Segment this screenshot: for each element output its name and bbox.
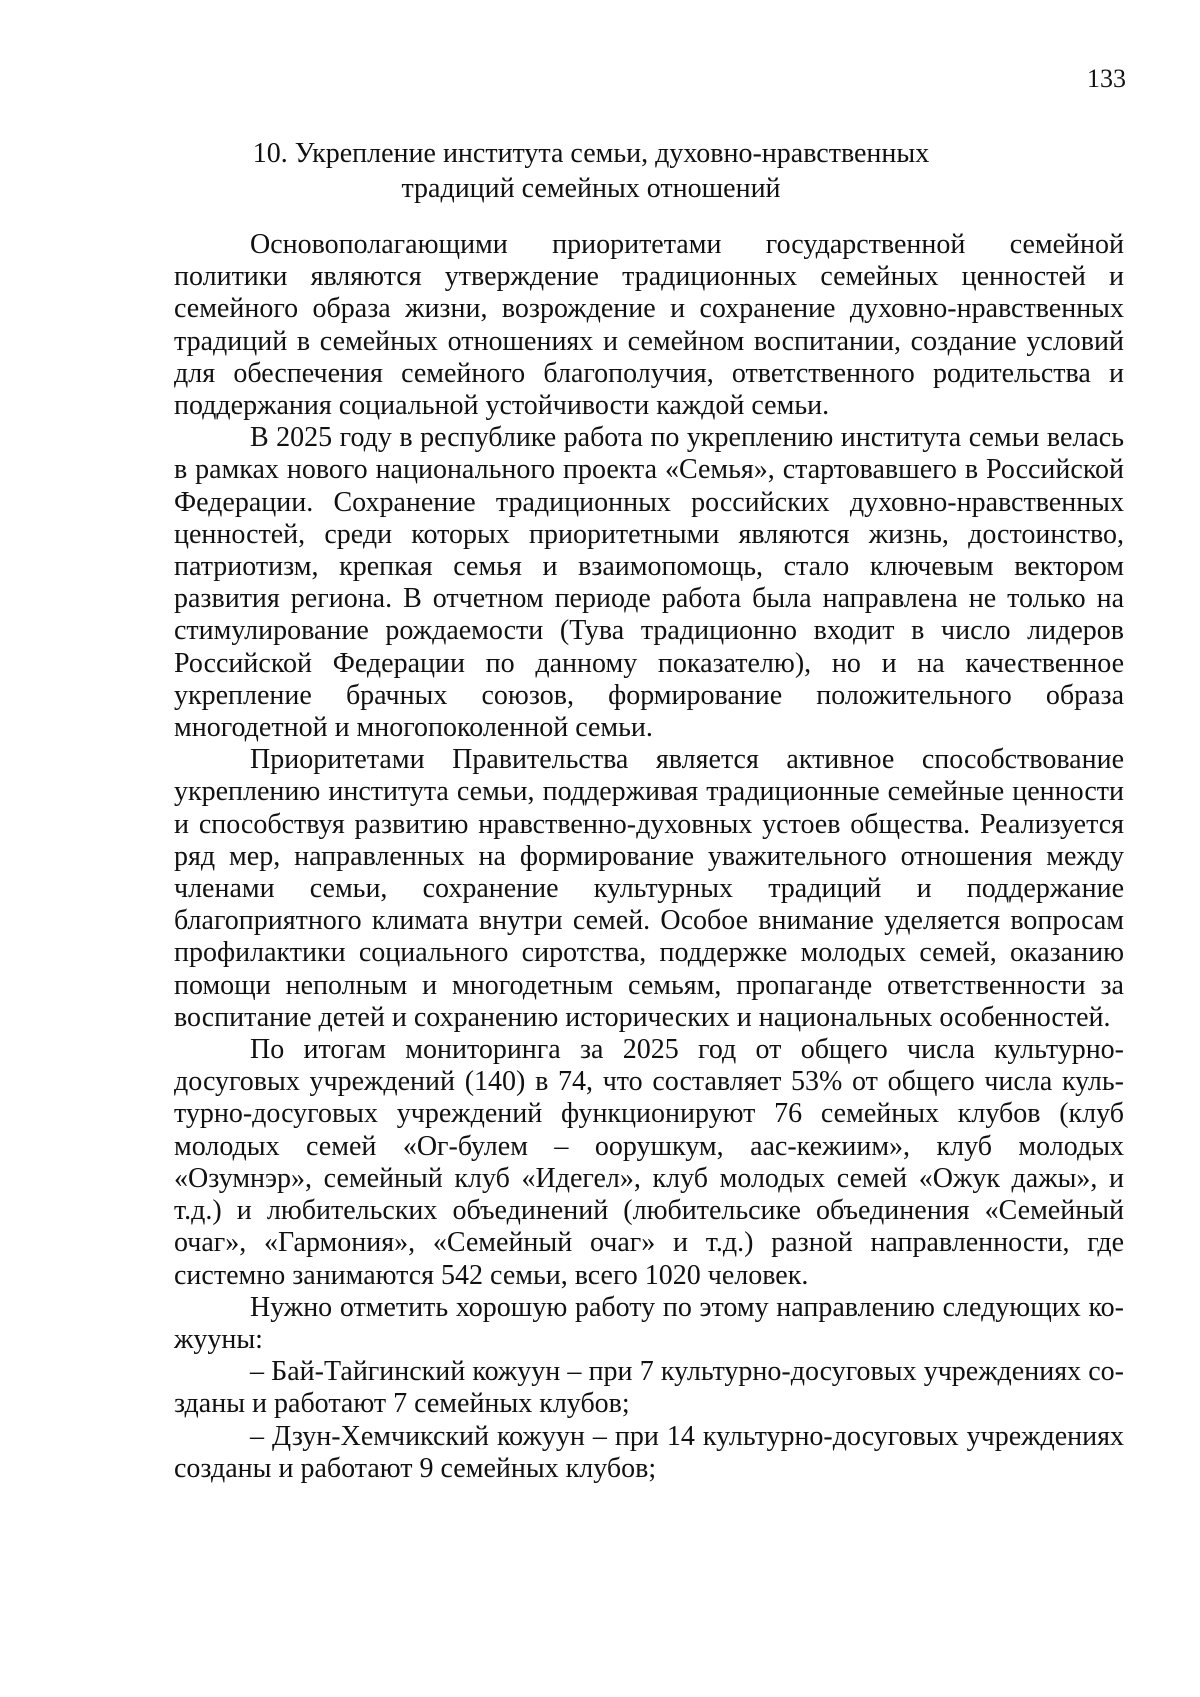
paragraph-good-work-note: Нужно отметить хорошую работу по этому направлению следующих кожууны: bbox=[174, 1291, 1124, 1355]
paragraph-national-project: В 2025 году в республике работа по укреплению института семьи велась в рамках нового национального проекта «Семья», стартовавшего в Российской Федерации. Сохранение традиционных российских духовно-нравственных ценностей, среди которых приоритетными являются жизнь, достоинство, патриотизм, крепкая семья и взаимопомощь, стало ключевым вектором развития региона. В отчетном периоде работа была направлена не только на стимулирование рождаемости (Тува традиционно входит в число лидеров Российской Федерации по данному показателю), но и на качественное укрепление брачных союзов, формирование положительного образа многодетной и многопоколенной семьи. bbox=[174, 422, 1124, 744]
section-title-line-1: 10. Укрепление института семьи, духовно-нравственных bbox=[252, 138, 930, 169]
document-body bbox=[174, 229, 1124, 1485]
page-number: 133 bbox=[1087, 64, 1126, 93]
paragraph-priorities: Основополагающими приоритетами государственной семейной политики являются утверждение традиционных семейных ценностей и семейного образа жизни, возрождение и сохранение духовно-нравственных традиций в семейных отношениях и семейном воспитании, создание условий для обеспечения семейного благополучия, ответственного родительства и поддержания социальной устойчивости каждой семьи. bbox=[174, 229, 1124, 422]
list-item-dzun-khemchiksky: – Дзун-Хемчикский кожуун – при 14 культурно-досуговых учреждениях созданы и работают 9 семейных клубов; bbox=[174, 1420, 1124, 1484]
paragraph-monitoring-results: По итогам мониторинга за 2025 год от общего числа культурно-досуговых учреждений (140) в 74, что составляет 53% от общего числа культурно-досуговых учреждений функционируют 76 семейных клубов (клуб молодых семей «Ог-булем – оорушкум, аас-кежиим», клуб молодых «Озумнэр», семейный клуб «Идегел», клуб молодых семей «Ожук дажы», и т.д.) и любительских объединений (любительсике объединения «Семейный очаг», «Гармония», «Семейный очаг» и т.д.) разной направленности, где системно занимаются 542 семьи, всего 1020 человек. bbox=[174, 1034, 1124, 1291]
section-title-line-2: традиций семейных отношений bbox=[401, 173, 781, 204]
paragraph-government-priorities: Приоритетами Правительства является активное способствование укреплению института семьи, поддерживая традиционные семейные ценности и способствуя развитию нравственно-духовных устоев общества. Реализуется ряд мер, направленных на формирование уважительного отношения между членами семьи, сохранение культурных традиций и поддержание благоприятного климата внутри семей. Особое внимание уделяется вопросам профилактики социального сиротства, поддержке молодых семей, оказанию помощи неполным и многодетным семьям, пропаганде ответственности за воспитание детей и сохранению исторических и национальных особенностей. bbox=[174, 744, 1124, 1033]
list-item-bai-taiginsky: – Бай-Тайгинский кожуун – при 7 культурно-досуговых учреждениях созданы и работают 7 семейных клубов; bbox=[174, 1356, 1124, 1420]
section-title bbox=[170, 136, 1012, 206]
